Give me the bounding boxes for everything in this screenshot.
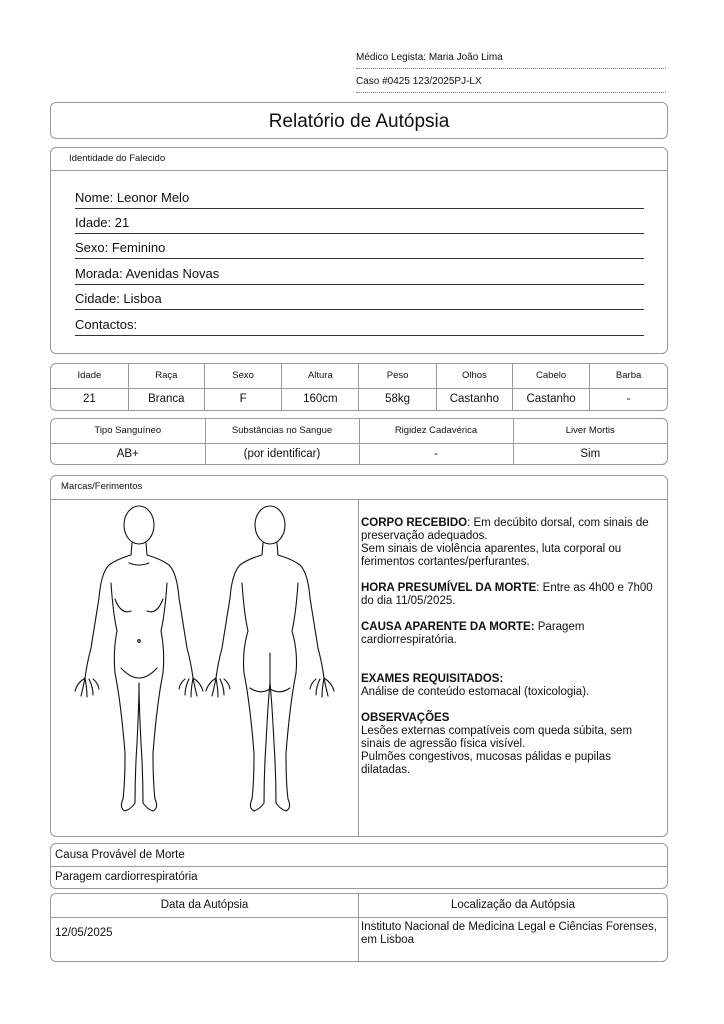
title-box xyxy=(50,102,668,139)
physical-value: F xyxy=(204,388,281,410)
marks-section xyxy=(50,475,668,837)
identity-address: Morada: Avenidas Novas xyxy=(75,266,644,285)
blood-header: Rigidez Cadavérica xyxy=(359,419,513,443)
identity-name: Nome: Leonor Melo xyxy=(75,190,644,209)
causa-text: Paragem cardiorrespiratória. xyxy=(361,621,585,646)
location-section xyxy=(50,893,668,962)
date-value: 12/05/2025 xyxy=(55,927,113,939)
corpo-title: CORPO RECEBIDO xyxy=(361,517,468,529)
physical-header: Raça xyxy=(128,364,204,388)
physical-table xyxy=(50,363,668,411)
exames-text: Análise de conteúdo estomacal (toxicologia). xyxy=(361,686,590,698)
page-title: Relatório de Autópsia xyxy=(268,111,450,132)
physical-header: Altura xyxy=(282,364,359,388)
corpo-text-2: Sem sinais de violência aparentes, luta corporal ou ferimentos cortantes/perfurantes. xyxy=(361,543,622,568)
physical-value: Branca xyxy=(128,388,204,410)
location-header: Localização da Autópsia xyxy=(450,899,576,911)
hora-text: : Entre as 4h00 e 7h00 do dia 11/05/2025. xyxy=(361,582,653,607)
identity-section xyxy=(50,147,668,354)
obs-title: OBSERVAÇÕES xyxy=(361,712,450,724)
causa-title: CAUSA APARENTE DA MORTE: xyxy=(361,621,535,633)
blood-value: Sim xyxy=(580,447,601,460)
blood-value: AB+ xyxy=(51,443,205,464)
physical-value: 21 xyxy=(51,388,128,410)
body-diagram xyxy=(65,503,345,823)
identity-contacts: Contactos: xyxy=(75,317,644,336)
physical-value: Castanho xyxy=(512,388,589,410)
body-back-figure xyxy=(206,506,334,811)
blood-table xyxy=(50,418,668,465)
case-number: Caso #0425 123/2025PJ-LX xyxy=(356,76,666,93)
cause-value: Paragem cardiorrespiratória xyxy=(55,871,198,883)
location-value: Instituto Nacional de Medicina Legal e Ciências Forenses, em Lisboa xyxy=(361,921,657,946)
physical-header: Sexo xyxy=(204,364,281,388)
date-header: Data da Autópsia xyxy=(160,899,249,911)
physical-value: Castanho xyxy=(436,388,512,410)
blood-header: Substâncias no Sangue xyxy=(205,419,359,443)
physical-header: Barba xyxy=(590,364,667,388)
exames-title: EXAMES REQUISITADOS: xyxy=(361,673,504,685)
cause-label: Causa Provável de Morte xyxy=(55,849,185,861)
blood-value: (por identificar) xyxy=(205,443,359,464)
physical-header: Cabelo xyxy=(512,364,589,388)
corpo-text: : Em decúbito dorsal, com sinais de preservação adequados. xyxy=(361,517,649,542)
physical-header: Peso xyxy=(359,364,436,388)
physical-value: 58kg xyxy=(359,388,436,410)
cause-section xyxy=(50,843,668,889)
blood-header: Liver Mortis xyxy=(513,419,667,443)
blood-header: Tipo Sanguíneo xyxy=(51,419,205,443)
physical-header: Olhos xyxy=(436,364,512,388)
identity-age: Idade: 21 xyxy=(75,215,644,234)
hora-title: HORA PRESUMÍVEL DA MORTE xyxy=(361,582,537,594)
identity-section-label: Identidade do Falecido xyxy=(69,153,166,164)
physical-value: 160cm xyxy=(282,388,359,410)
identity-city: Cidade: Lisboa xyxy=(75,291,644,310)
body-front-figure xyxy=(75,506,203,811)
physical-value: - xyxy=(626,393,631,406)
obs-text: Lesões externas compatíveis com queda súbita, sem sinais de agressão física visível. xyxy=(361,725,633,750)
identity-sex: Sexo: Feminino xyxy=(75,240,644,259)
marks-section-label: Marcas/Ferimentos xyxy=(61,481,143,492)
blood-value: - xyxy=(359,443,513,464)
physical-header: Idade xyxy=(51,364,128,388)
report-text xyxy=(361,517,663,790)
obs-text-2: Pulmões congestivos, mucosas pálidas e pupilas dilatadas. xyxy=(361,751,611,776)
medico-legista: Médico Legista: Maria João Lima xyxy=(356,52,666,69)
